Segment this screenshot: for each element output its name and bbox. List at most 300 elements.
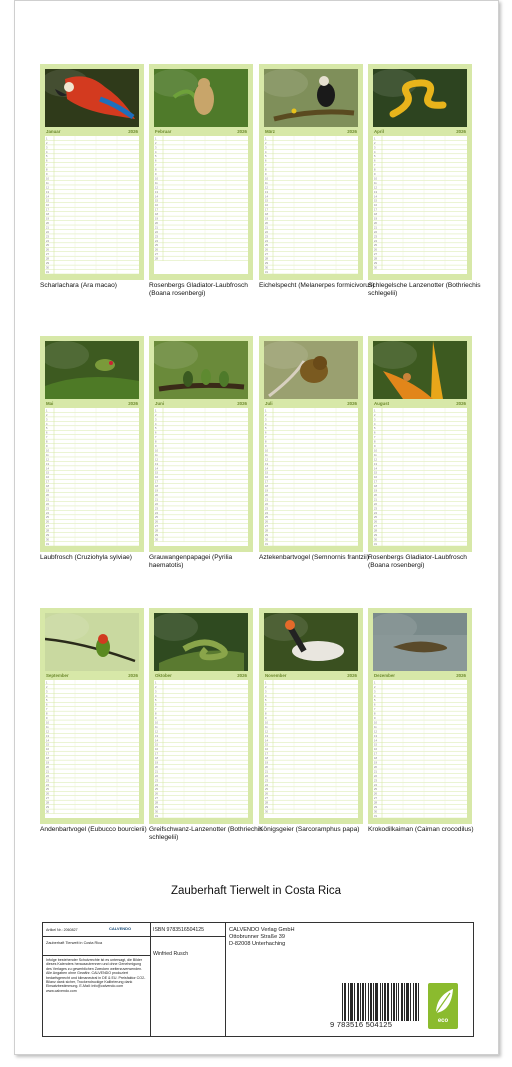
day-number: 9 xyxy=(374,717,376,721)
day-number: 28 xyxy=(46,801,49,805)
day-number: 2 xyxy=(155,685,157,689)
day-number: 16 xyxy=(374,748,377,752)
day-number: 5 xyxy=(46,699,48,703)
photo-caption: Andenbartvogel (Eubucco bourcierii) xyxy=(40,826,147,833)
day-number: 6 xyxy=(46,431,48,435)
day-number: 31 xyxy=(374,542,377,546)
day-number: 18 xyxy=(374,485,377,489)
day-number: 24 xyxy=(155,239,158,243)
day-number: 30 xyxy=(46,538,49,542)
yellow-viper-photo xyxy=(373,69,467,127)
day-number: 6 xyxy=(374,431,376,435)
day-number: 4 xyxy=(155,694,157,698)
day-number: 24 xyxy=(265,783,268,787)
day-planner xyxy=(154,408,248,546)
day-number: 10 xyxy=(155,449,158,453)
month-header xyxy=(154,400,248,407)
day-number: 19 xyxy=(265,489,268,493)
month-header xyxy=(264,128,358,135)
photo-caption: Schlegelsche Lanzenotter (Bothriechis schlegelii) xyxy=(368,282,481,297)
day-number: 23 xyxy=(374,507,377,511)
day-number: 7 xyxy=(46,436,48,440)
photo-caption: Krokodilkaiman (Caiman crocodilus) xyxy=(368,826,474,833)
month-frame xyxy=(259,336,363,552)
day-number: 12 xyxy=(155,458,158,462)
barbet-photo xyxy=(264,341,358,399)
photo-caption: Eichelspecht (Melanerpes formicivorus) xyxy=(259,282,375,289)
day-number: 2 xyxy=(155,141,157,145)
month-header xyxy=(373,128,467,135)
day-number: 29 xyxy=(46,262,49,266)
day-number: 22 xyxy=(374,230,377,234)
month-year: 2026 xyxy=(456,129,466,134)
day-number: 8 xyxy=(374,440,376,444)
day-number: 11 xyxy=(265,181,268,185)
month-frame xyxy=(259,64,363,280)
day-number: 19 xyxy=(46,217,49,221)
day-number: 24 xyxy=(374,239,377,243)
photo-caption: Grauwangenpapagei (Pyrilia haematotis) xyxy=(149,554,233,569)
month-header xyxy=(264,672,358,679)
day-number: 7 xyxy=(155,436,157,440)
day-number: 11 xyxy=(265,453,268,457)
day-number: 21 xyxy=(265,770,268,774)
day-number: 15 xyxy=(374,743,377,747)
day-number: 26 xyxy=(155,792,158,796)
day-number: 8 xyxy=(374,168,376,172)
day-number: 16 xyxy=(155,204,158,208)
month-header xyxy=(45,672,139,679)
day-number: 24 xyxy=(265,239,268,243)
day-number: 4 xyxy=(374,422,376,426)
day-number: 26 xyxy=(265,248,268,252)
day-number: 31 xyxy=(155,814,158,818)
day-number: 14 xyxy=(46,195,49,199)
day-number: 11 xyxy=(155,181,158,185)
product-name: Zauberhaft Tierwelt in Costa Rica xyxy=(46,941,103,945)
day-number: 12 xyxy=(265,458,268,462)
day-planner xyxy=(154,680,248,818)
day-number: 21 xyxy=(155,226,158,230)
day-number: 29 xyxy=(374,534,377,538)
day-number: 17 xyxy=(46,208,49,212)
day-number: 9 xyxy=(46,717,48,721)
day-number: 23 xyxy=(155,235,158,239)
day-number: 25 xyxy=(265,788,268,792)
day-number: 7 xyxy=(374,436,376,440)
day-number: 28 xyxy=(374,529,377,533)
day-number: 5 xyxy=(155,427,157,431)
month-year: 2026 xyxy=(128,401,138,406)
day-number: 7 xyxy=(155,164,157,168)
month-frame xyxy=(149,64,253,280)
day-number: 27 xyxy=(265,525,268,529)
day-number: 8 xyxy=(155,712,157,716)
day-number: 26 xyxy=(265,520,268,524)
day-number: 13 xyxy=(374,734,377,738)
day-number: 1 xyxy=(155,409,157,413)
day-number: 18 xyxy=(374,757,377,761)
day-number: 18 xyxy=(155,213,158,217)
day-number: 27 xyxy=(265,797,268,801)
day-number: 5 xyxy=(155,155,157,159)
day-number: 7 xyxy=(265,436,267,440)
day-number: 20 xyxy=(155,765,158,769)
day-number: 10 xyxy=(46,449,49,453)
photo-caption: Rosenbergs Gladiator-Laubfrosch (Boana rosenbergi) xyxy=(368,554,467,569)
day-number: 30 xyxy=(265,266,268,270)
day-number: 4 xyxy=(46,694,48,698)
day-number: 20 xyxy=(265,221,268,225)
day-number: 13 xyxy=(155,190,158,194)
day-number: 4 xyxy=(46,150,48,154)
day-number: 25 xyxy=(155,788,158,792)
day-number: 3 xyxy=(265,690,267,694)
parrots-photo xyxy=(154,341,248,399)
day-number: 18 xyxy=(265,757,268,761)
day-number: 9 xyxy=(374,173,376,177)
day-number: 30 xyxy=(265,538,268,542)
day-number: 26 xyxy=(374,520,377,524)
day-number: 13 xyxy=(155,462,158,466)
day-number: 18 xyxy=(155,757,158,761)
day-number: 1 xyxy=(155,137,157,141)
day-planner xyxy=(264,680,358,818)
day-number: 21 xyxy=(155,498,158,502)
day-number: 17 xyxy=(155,752,158,756)
day-number: 25 xyxy=(155,516,158,520)
day-number: 8 xyxy=(155,440,157,444)
month-year: 2026 xyxy=(128,129,138,134)
day-number: 1 xyxy=(46,409,48,413)
month-header xyxy=(373,672,467,679)
day-number: 25 xyxy=(374,244,377,248)
day-number: 29 xyxy=(46,806,49,810)
eco-badge xyxy=(428,983,458,1029)
day-number: 14 xyxy=(155,739,158,743)
barcode-digits: 9 783516 504125 xyxy=(330,1020,393,1029)
day-number: 6 xyxy=(374,159,376,163)
day-number: 28 xyxy=(155,801,158,805)
day-number: 16 xyxy=(265,748,268,752)
day-number: 27 xyxy=(374,797,377,801)
day-number: 18 xyxy=(46,213,49,217)
day-number: 25 xyxy=(46,516,49,520)
day-number: 9 xyxy=(265,173,267,177)
day-planner xyxy=(264,136,358,274)
day-number: 3 xyxy=(374,146,376,150)
day-number: 6 xyxy=(155,431,157,435)
day-number: 22 xyxy=(374,774,377,778)
day-number: 10 xyxy=(374,177,377,181)
day-number: 15 xyxy=(265,743,268,747)
day-number: 13 xyxy=(374,190,377,194)
day-number: 19 xyxy=(374,761,377,765)
day-number: 14 xyxy=(374,739,377,743)
month-header xyxy=(154,672,248,679)
day-number: 10 xyxy=(265,449,268,453)
day-number: 26 xyxy=(374,248,377,252)
day-number: 1 xyxy=(46,681,48,685)
day-number: 15 xyxy=(265,199,268,203)
day-number: 27 xyxy=(374,253,377,257)
day-number: 28 xyxy=(46,529,49,533)
day-number: 26 xyxy=(374,792,377,796)
day-number: 9 xyxy=(374,445,376,449)
day-number: 7 xyxy=(374,708,376,712)
footer-divider xyxy=(150,936,225,937)
publisher-line-3: D-82008 Unterhaching xyxy=(229,941,286,947)
day-number: 5 xyxy=(374,427,376,431)
day-number: 2 xyxy=(46,685,48,689)
day-number: 27 xyxy=(374,525,377,529)
day-number: 17 xyxy=(155,208,158,212)
day-number: 26 xyxy=(46,248,49,252)
day-number: 7 xyxy=(374,164,376,168)
day-number: 17 xyxy=(374,480,377,484)
day-number: 14 xyxy=(155,467,158,471)
month-name: Januar xyxy=(46,129,61,134)
day-number: 31 xyxy=(265,542,268,546)
day-number: 30 xyxy=(265,810,268,814)
day-number: 5 xyxy=(374,155,376,159)
day-number: 17 xyxy=(46,752,49,756)
month-name: März xyxy=(265,129,276,134)
day-number: 25 xyxy=(46,788,49,792)
day-number: 15 xyxy=(265,471,268,475)
day-number: 24 xyxy=(46,239,49,243)
day-number: 14 xyxy=(265,195,268,199)
day-number: 21 xyxy=(46,498,49,502)
day-number: 12 xyxy=(155,730,158,734)
day-number: 2 xyxy=(374,141,376,145)
day-number: 15 xyxy=(374,199,377,203)
day-number: 13 xyxy=(46,462,49,466)
day-number: 7 xyxy=(46,164,48,168)
day-number: 18 xyxy=(155,485,158,489)
day-number: 19 xyxy=(155,489,158,493)
day-planner xyxy=(45,136,139,274)
month-year: 2026 xyxy=(237,401,247,406)
day-number: 3 xyxy=(265,146,267,150)
day-number: 1 xyxy=(374,137,376,141)
calvendo-logo: CALVENDO xyxy=(109,926,132,931)
day-number: 30 xyxy=(46,810,49,814)
day-number: 2 xyxy=(265,141,267,145)
day-number: 8 xyxy=(155,168,157,172)
day-number: 15 xyxy=(46,471,49,475)
day-number: 24 xyxy=(155,511,158,515)
back-cover-footer xyxy=(42,922,474,1037)
day-number: 7 xyxy=(155,708,157,712)
day-number: 3 xyxy=(265,418,267,422)
day-number: 8 xyxy=(265,168,267,172)
day-number: 26 xyxy=(155,248,158,252)
month-frame xyxy=(40,336,144,552)
day-number: 3 xyxy=(46,146,48,150)
day-number: 15 xyxy=(155,199,158,203)
day-number: 6 xyxy=(265,703,267,707)
day-number: 14 xyxy=(374,195,377,199)
day-number: 24 xyxy=(155,783,158,787)
day-number: 16 xyxy=(46,204,49,208)
day-number: 29 xyxy=(265,534,268,538)
day-number: 29 xyxy=(265,806,268,810)
green-viper-photo xyxy=(154,613,248,671)
month-header xyxy=(45,400,139,407)
day-number: 30 xyxy=(374,266,377,270)
day-number: 22 xyxy=(46,230,49,234)
day-number: 19 xyxy=(46,761,49,765)
day-number: 22 xyxy=(46,774,49,778)
day-planner xyxy=(154,136,248,274)
day-number: 21 xyxy=(46,226,49,230)
day-number: 14 xyxy=(265,467,268,471)
day-number: 8 xyxy=(374,712,376,716)
month-frame xyxy=(368,336,472,552)
day-number: 23 xyxy=(46,779,49,783)
day-number: 7 xyxy=(265,164,267,168)
isbn-text: ISBN 9783516504125 xyxy=(153,927,205,933)
day-number: 17 xyxy=(265,752,268,756)
day-number: 16 xyxy=(46,476,49,480)
day-number: 9 xyxy=(265,445,267,449)
day-number: 19 xyxy=(374,489,377,493)
day-number: 21 xyxy=(46,770,49,774)
day-number: 24 xyxy=(46,511,49,515)
day-number: 20 xyxy=(155,493,158,497)
month-frame xyxy=(149,336,253,552)
photo-caption: Greifschwanz-Lanzenotter (Bothriechis schlegelii) xyxy=(149,826,263,841)
woodpecker-photo xyxy=(264,69,358,127)
day-number: 12 xyxy=(46,458,49,462)
day-number: 22 xyxy=(265,230,268,234)
day-number: 3 xyxy=(155,146,157,150)
day-number: 21 xyxy=(155,770,158,774)
day-number: 27 xyxy=(46,253,49,257)
author-name: Winfried Rusch xyxy=(153,951,189,957)
day-number: 4 xyxy=(155,422,157,426)
day-number: 26 xyxy=(155,520,158,524)
day-number: 30 xyxy=(155,810,158,814)
month-year: 2026 xyxy=(237,129,247,134)
photo-caption: Scharlachara (Ara macao) xyxy=(40,282,117,289)
day-number: 16 xyxy=(374,476,377,480)
day-number: 17 xyxy=(265,480,268,484)
day-number: 26 xyxy=(265,792,268,796)
day-number: 12 xyxy=(374,458,377,462)
day-number: 12 xyxy=(155,186,158,190)
day-number: 11 xyxy=(374,453,377,457)
day-number: 4 xyxy=(265,422,267,426)
day-number: 10 xyxy=(46,721,49,725)
day-number: 23 xyxy=(46,235,49,239)
day-number: 30 xyxy=(155,538,158,542)
day-number: 23 xyxy=(374,779,377,783)
day-number: 28 xyxy=(374,257,377,261)
day-number: 19 xyxy=(265,761,268,765)
day-number: 20 xyxy=(155,221,158,225)
day-number: 22 xyxy=(46,502,49,506)
leaf-frog-photo xyxy=(45,341,139,399)
scarlet-macaw-photo xyxy=(45,69,139,127)
day-number: 6 xyxy=(265,159,267,163)
day-number: 4 xyxy=(265,150,267,154)
day-number: 18 xyxy=(46,757,49,761)
day-number: 17 xyxy=(374,208,377,212)
day-number: 29 xyxy=(265,262,268,266)
day-number: 11 xyxy=(265,725,268,729)
month-name: Juni xyxy=(155,401,165,406)
day-number: 16 xyxy=(46,748,49,752)
day-number: 18 xyxy=(374,213,377,217)
day-number: 22 xyxy=(265,502,268,506)
month-name: Mai xyxy=(46,401,54,406)
day-number: 17 xyxy=(265,208,268,212)
frog-heliconia-photo xyxy=(373,341,467,399)
month-year: 2026 xyxy=(347,673,357,678)
day-number: 20 xyxy=(374,221,377,225)
day-number: 19 xyxy=(265,217,268,221)
day-number: 1 xyxy=(265,681,267,685)
day-number: 2 xyxy=(265,413,267,417)
day-number: 30 xyxy=(374,810,377,814)
day-number: 28 xyxy=(265,801,268,805)
day-number: 24 xyxy=(374,783,377,787)
day-number: 28 xyxy=(155,257,158,261)
day-number: 13 xyxy=(46,734,49,738)
day-number: 22 xyxy=(155,502,158,506)
day-number: 18 xyxy=(46,485,49,489)
day-number: 13 xyxy=(265,190,268,194)
day-number: 26 xyxy=(46,520,49,524)
day-number: 18 xyxy=(265,213,268,217)
month-name: September xyxy=(46,673,69,678)
day-number: 24 xyxy=(46,783,49,787)
day-number: 28 xyxy=(46,257,49,261)
photo-caption: Laubfrosch (Cruziohyla sylviae) xyxy=(40,554,132,561)
day-number: 22 xyxy=(265,774,268,778)
day-number: 26 xyxy=(46,792,49,796)
footer-divider xyxy=(43,936,150,937)
day-number: 6 xyxy=(46,703,48,707)
day-number: 6 xyxy=(265,431,267,435)
day-number: 31 xyxy=(46,270,49,274)
day-number: 13 xyxy=(374,462,377,466)
day-number: 15 xyxy=(46,199,49,203)
day-number: 11 xyxy=(46,453,49,457)
day-number: 23 xyxy=(374,235,377,239)
month-name: Juli xyxy=(265,401,273,406)
month-header xyxy=(154,128,248,135)
day-number: 13 xyxy=(265,734,268,738)
day-number: 28 xyxy=(265,529,268,533)
day-number: 10 xyxy=(155,721,158,725)
day-number: 3 xyxy=(374,418,376,422)
day-number: 9 xyxy=(46,173,48,177)
day-number: 16 xyxy=(155,748,158,752)
day-number: 29 xyxy=(46,534,49,538)
day-number: 1 xyxy=(265,409,267,413)
day-number: 14 xyxy=(155,195,158,199)
day-number: 3 xyxy=(155,690,157,694)
day-number: 20 xyxy=(374,493,377,497)
day-number: 14 xyxy=(46,467,49,471)
day-number: 10 xyxy=(265,177,268,181)
day-number: 11 xyxy=(374,725,377,729)
day-number: 23 xyxy=(155,507,158,511)
day-number: 15 xyxy=(374,471,377,475)
